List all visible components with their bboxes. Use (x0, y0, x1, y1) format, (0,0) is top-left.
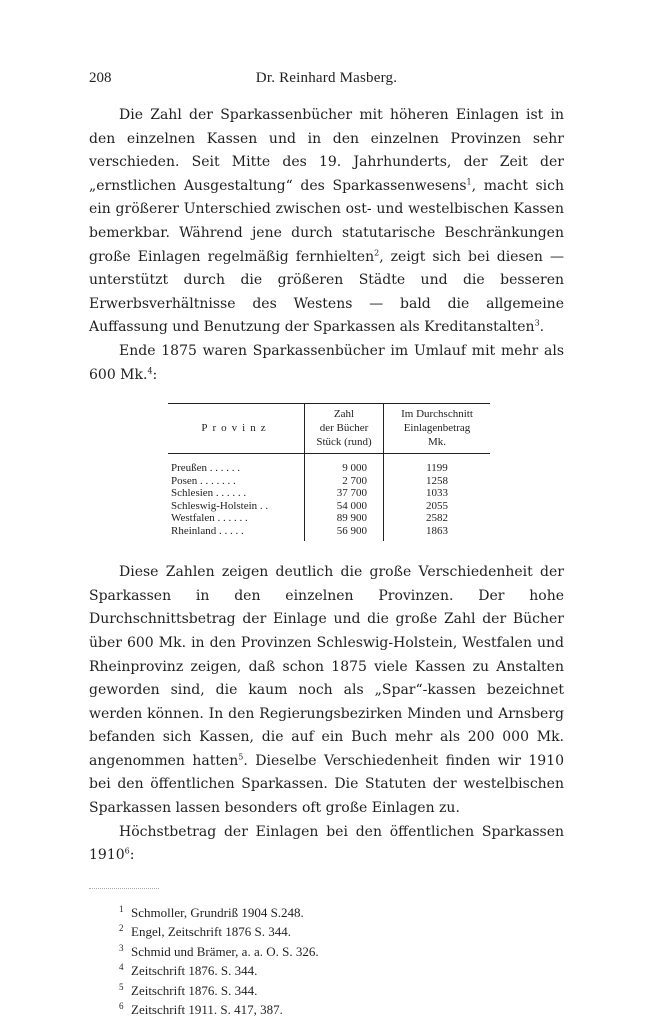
paragraph: Ende 1875 waren Sparkassenbücher im Umlauf mit mehr als 600 Mk.$^4$: (89, 342, 564, 383)
footnote-text: Schmoller, Grundriß 1904 S.248. (131, 904, 304, 920)
cell-average: 2055 (426, 499, 448, 512)
footnote: 5 Zeitschrift 1876. S. 344. (119, 981, 258, 998)
cell-count: 2 700 (305, 475, 384, 488)
cell-count: 56 900 (305, 525, 384, 542)
table-row (168, 512, 490, 525)
footnote-separator (89, 888, 159, 889)
cell-average: 1033 (426, 487, 448, 500)
paragraph: Die Zahl der Sparkassenbücher mit höheren Einlagen ist in den einzelnen Kassen und in den einzelnen Provinzen sehr verschieden. Seit Mitte des 19. Jahrhunderts, der Zeit der „ernstlichen Ausgestaltung“ des Sparkassenwesens$^1$, macht sich ein größerer Unterschied zwischen ost- und westelbischen Kassen bemerkbar. Während jene durch statutarische Beschränkungen große Einlagen regelmäßig fernhielten$^2$, zeigt sich bei diesen — unterstützt durch die größeren Städte und die besseren Erwerbsverhältnisse des Westens — bald die allgemeine Auffassung und Benutzung der Sparkassen als Kreditanstalten$^3$. (89, 107, 564, 336)
footnote-ref: 5 (238, 752, 244, 762)
table-header-row (168, 404, 490, 454)
cell-count: 54 000 (305, 500, 384, 513)
cell-average: 1863 (426, 524, 448, 537)
cell-average: 1258 (426, 474, 448, 487)
footnotes (119, 903, 564, 1020)
footnote-ref: 2 (374, 247, 380, 257)
footnote-ref: 4 (147, 365, 153, 375)
cell-province: Rheinland . . . . . (168, 525, 305, 542)
cell-province: Posen . . . . . . . (168, 475, 305, 488)
footnote-ref: 6 (124, 846, 130, 856)
page-header (89, 70, 564, 90)
cell-average: 2582 (426, 512, 448, 525)
footnote-text: Zeitschrift 1911. S. 417, 387. (131, 1002, 283, 1018)
footnote: 4 Zeitschrift 1876. S. 344. (119, 962, 258, 979)
footnote: 6 Zeitschrift 1911. S. 417, 387. (119, 1001, 283, 1018)
cell-province: Westfalen . . . . . . (168, 512, 305, 525)
footnote-ref: 3 (534, 318, 540, 328)
table-row (168, 454, 490, 475)
footnote: 3 Schmid und Brämer, a. a. O. S. 326. (119, 942, 319, 959)
cell-count: 9 000 (305, 454, 384, 475)
cell-province: Preußen . . . . . . (168, 454, 305, 475)
table-row (168, 475, 490, 488)
paragraph: Diese Zahlen zeigen deutlich die große Verschiedenheit der Sparkassen in den einzelnen Provinzen. Der hohe Durchschnittsbetrag der Einlage und die große Zahl der Bücher über 600 Mk. in den Provinzen Schleswig-Holstein, Westfalen und Rheinprovinz zeigen, daß schon 1875 viele Kassen zu Anstalten geworden sind, die kaum noch als „Spar“-kassen bezeichnet werden können. In den Regierungsbezirken Minden und Arnsberg befanden sich Kassen, die auf ein Buch mehr als 200 000 Mk. angenommen hatten$^5$. Dieselbe Verschiedenheit finden wir 1910 bei den öffentlichen Sparkassen. Die Statuten der westelbischen Sparkassen lassen besonders oft große Einlagen zu. (89, 564, 565, 817)
cell-average: 1199 (426, 462, 448, 475)
table-row (168, 500, 490, 513)
column-header-province: Provinz (168, 404, 305, 454)
cell-province: Schleswig-Holstein . . (168, 500, 305, 513)
cell-province: Schlesien . . . . . . (168, 487, 305, 500)
table-row (168, 525, 490, 542)
body-text (89, 104, 564, 387)
body-text-continued (89, 561, 564, 868)
page-number: 208 (89, 70, 112, 86)
footnote-text: Engel, Zeitschrift 1876 S. 344. (131, 924, 291, 940)
footnote: 1 Schmoller, Grundriß 1904 S.248. (119, 903, 304, 920)
footnote-text: Zeitschrift 1876. S. 344. (131, 963, 258, 979)
footnote: 2 Engel, Zeitschrift 1876 S. 344. (119, 923, 291, 940)
cell-count: 89 900 (305, 512, 384, 525)
column-header-count: Zahl der Bücher Stück (rund) (305, 404, 384, 454)
document-page (89, 70, 564, 1020)
savings-books-table (168, 403, 490, 541)
table-row (168, 487, 490, 500)
footnote-text: Zeitschrift 1876. S. 344. (131, 982, 258, 998)
paragraph: Höchstbetrag der Einlagen bei den öffentlichen Sparkassen 1910$^6$: (89, 823, 564, 864)
footnote-ref: 1 (466, 177, 472, 187)
footnote-text: Schmid und Brämer, a. a. O. S. 326. (131, 943, 319, 959)
running-head: Dr. Reinhard Masberg. (255, 70, 398, 86)
column-header-average: Im Durchschnitt Einlagenbetrag Mk. (384, 404, 491, 454)
cell-count: 37 700 (305, 487, 384, 500)
